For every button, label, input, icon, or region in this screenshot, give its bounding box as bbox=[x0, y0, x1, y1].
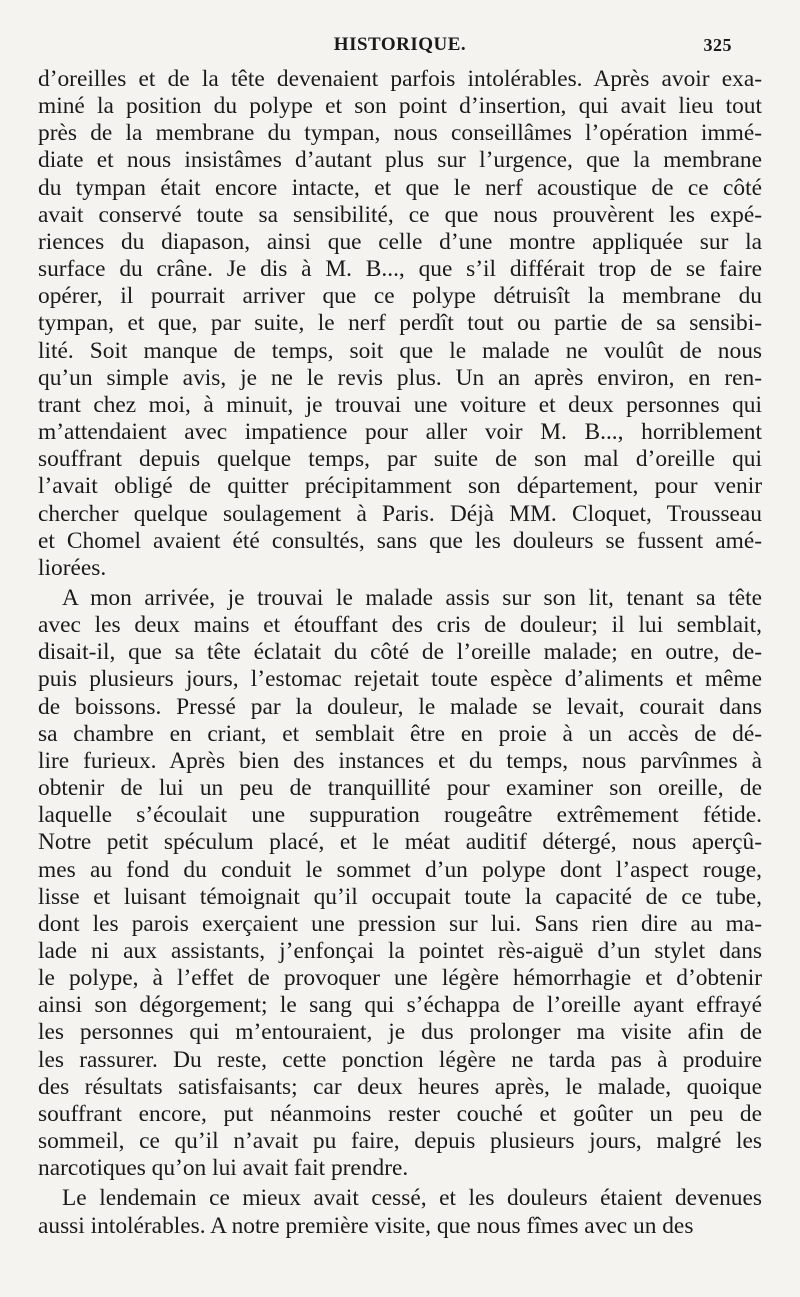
text-line: les personnes qui m’entouraient, je dus prolonger ma visite afin de bbox=[38, 1019, 762, 1046]
text-line: avec les deux mains et étouffant des cris de douleur; il lui semblait, bbox=[38, 612, 762, 639]
text-line: lire furieux. Après bien des instances et du temps, nous parvînmes à bbox=[38, 747, 762, 774]
text-line: obtenir de lui un peu de tranquillité pour examiner son oreille, de bbox=[38, 775, 762, 802]
text-line: liorées. bbox=[38, 554, 107, 581]
text-line: tympan, et que, par suite, le nerf perdît tout ou partie de sa sensibi- bbox=[38, 310, 762, 337]
text-line: miné la position du polype et son point d’insertion, qui avait lieu tout bbox=[38, 93, 762, 120]
text-line: aussi intolérables. A notre première visite, que nous fîmes avec un des bbox=[38, 1212, 694, 1239]
text-line: le polype, à l’effet de provoquer une légère hémorrhagie et d’obtenir bbox=[38, 965, 762, 992]
text-line: lade ni aux assistants, j’enfonçai la pointet rès-aiguë d’un stylet dans bbox=[38, 938, 762, 964]
text-line: disait-il, que sa tête éclatait du côté de l’oreille malade; en outre, de- bbox=[38, 639, 762, 666]
text-line: souffrant depuis quelque temps, par suite de son mal d’oreille qui bbox=[38, 446, 762, 473]
text-line: qu’un simple avis, je ne le revis plus. Un an après environ, en ren- bbox=[38, 364, 762, 391]
text-line: de boissons. Pressé par la douleur, le malade se levait, courait dans bbox=[38, 693, 762, 720]
text-line: chercher quelque soulagement à Paris. Déjà MM. Cloquet, Trousseau bbox=[38, 500, 762, 527]
text-line: puis plusieurs jours, l’estomac rejetait toute espèce d’aliments et même bbox=[38, 666, 762, 693]
text-line: sommeil, ce qu’il n’avait pu faire, depuis plusieurs jours, malgré les bbox=[38, 1128, 762, 1155]
text-line: A mon arrivée, je trouvai le malade assis sur son lit, tenant sa tête bbox=[62, 584, 762, 611]
paragraph bbox=[38, 1185, 762, 1239]
text-line: souffrant encore, put néanmoins rester couché et goûter un peu de bbox=[38, 1100, 762, 1127]
body-text bbox=[38, 66, 762, 1240]
text-line: dont les parois exerçaient une pression sur lui. Sans rien dire au ma- bbox=[38, 910, 762, 937]
running-header bbox=[38, 34, 762, 60]
text-line: des résultats satisfaisants; car deux heures après, le malade, quoique bbox=[38, 1073, 762, 1100]
text-line: riences du diapason, ainsi que celle d’une montre appliquée sur la bbox=[38, 228, 762, 255]
text-line: trant chez moi, à minuit, je trouvai une voiture et deux personnes qui bbox=[38, 391, 762, 418]
text-line: lité. Soit manque de temps, soit que le malade ne voulût de nous bbox=[38, 337, 762, 364]
text-line: narcotiques qu’on lui avait fait prendre. bbox=[38, 1155, 409, 1182]
text-line: les rassurer. Du reste, cette ponction légère ne tarda pas à produire bbox=[38, 1046, 762, 1073]
text-line: Notre petit spéculum placé, et le méat auditif détergé, nous aperçû- bbox=[38, 829, 762, 856]
text-line: du tympan était encore intacte, et que le nerf acoustique de ce côté bbox=[38, 174, 762, 201]
text-line: laquelle s’écoulait une suppuration rougeâtre extrêmement fétide. bbox=[38, 802, 762, 829]
text-line: opérer, il pourrait arriver que ce polype détruisît la membrane du bbox=[38, 283, 762, 310]
text-line: m’attendaient avec impatience pour aller voir M. B..., horriblement bbox=[38, 419, 762, 446]
text-line: lisse et luisant témoignait qu’il occupait toute la capacité de ce tube, bbox=[38, 883, 762, 910]
text-line: Le lendemain ce mieux avait cessé, et les douleurs étaient devenues bbox=[62, 1185, 762, 1212]
text-line: sa chambre en criant, et semblait être en proie à un accès de dé- bbox=[38, 720, 762, 747]
text-line: et Chomel avaient été consultés, sans que les douleurs se fussent amé- bbox=[38, 527, 762, 554]
text-line: ainsi son dégorgement; le sang qui s’échappa de l’oreille ayant effrayé bbox=[38, 992, 762, 1019]
text-line: l’avait obligé de quitter précipitamment son département, pour venir bbox=[38, 473, 762, 500]
text-line: près de la membrane du tympan, nous conseillâmes l’opération immé- bbox=[38, 120, 762, 147]
paragraph bbox=[38, 585, 762, 1182]
text-line: mes au fond du conduit le sommet d’un polype dont l’aspect rouge, bbox=[38, 856, 762, 883]
text-line: surface du crâne. Je dis à M. B..., que s’il différait trop de se faire bbox=[38, 256, 762, 283]
text-line: avait conservé toute sa sensibilité, ce que nous prouvèrent les expé- bbox=[38, 201, 762, 228]
text-line: diate et nous insistâmes d’autant plus sur l’urgence, que la membrane bbox=[38, 147, 762, 174]
running-title: HISTORIQUE. bbox=[333, 34, 467, 55]
paragraph bbox=[38, 66, 762, 582]
text-line: d’oreilles et de la tête devenaient parfois intolérables. Après avoir exa- bbox=[38, 66, 762, 92]
page-number: 325 bbox=[703, 35, 732, 55]
